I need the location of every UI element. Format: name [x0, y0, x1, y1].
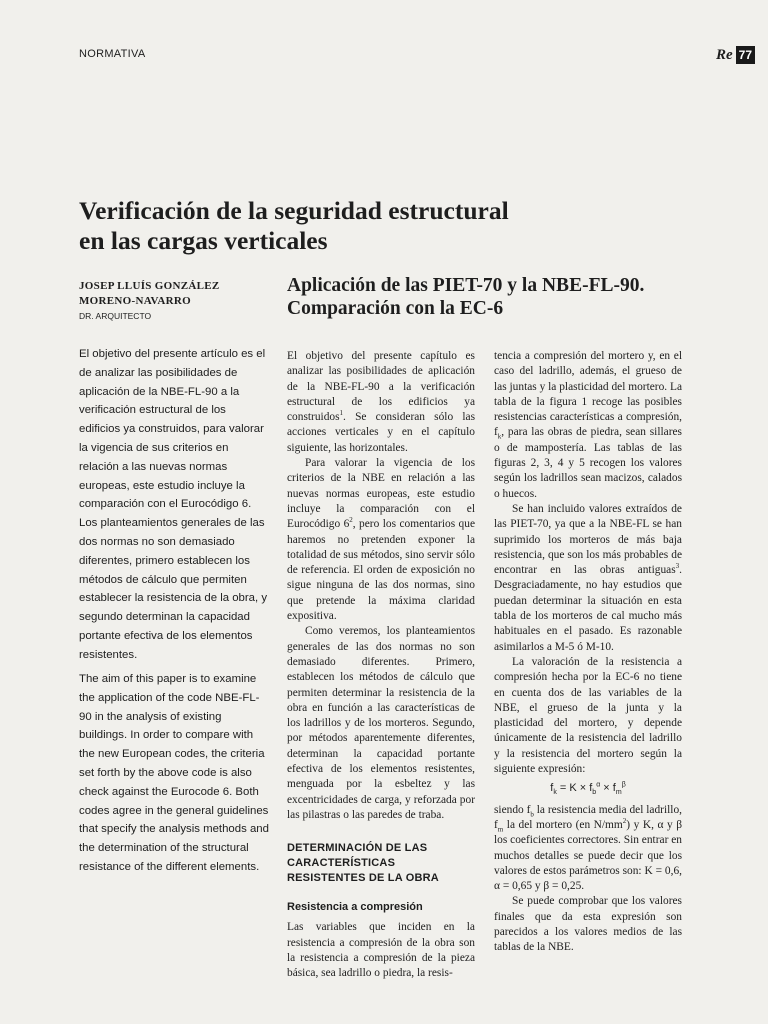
section-label: NORMATIVA	[79, 48, 146, 60]
page-number: 77	[736, 46, 755, 64]
body-column-2	[287, 349, 475, 981]
article-subtitle-line-2: Comparación con la EC-6	[287, 298, 504, 319]
body-paragraph: La valoración de la resistencia a compresión hecha por la EC-6 no tiene en cuenta dos de las variables de la NBE, el grueso de la junta y la plasticidad del mortero, y depende únicamente de la resistencia del ladrillo y la resistencia del mortero según la siguiente expresión:	[494, 655, 682, 776]
author-name-line-1: JOSEP LLUÍS GONZÁLEZ	[79, 280, 220, 292]
body-paragraph: Se puede comprobar que los valores finales que da esta expresión son parecidos a los valores medios de las tablas de la NBE.	[494, 895, 682, 954]
journal-header	[716, 46, 755, 64]
footnote-ref: 3	[675, 562, 680, 571]
article-title-line-2: en las cargas verticales	[79, 226, 328, 255]
footnote-ref: 2	[349, 516, 353, 525]
body-paragraph: Como veremos, los planteamientos generales de las dos normas no son demasiado diferentes. Primero, establecen los métodos de cálculo que permiten determinar la resistencia de la obra en función a las características de los ladrillos y de los morteros. Segundo, por métodos aparentemente diferentes, determinan la capacidad portante efectiva de los elementos resistentes, menguada por la esbeltez y las excentricidades de carga, y reforzada por las pilastras o las paredes de traba.	[287, 625, 475, 821]
formula: $f_k = K \times f_b^\alpha \times f_m^\beta$	[550, 781, 626, 797]
article-title	[79, 196, 639, 256]
body-paragraph: Las variables que inciden en la resistencia a compresión de la obra son la resistencia a compresión de la pieza básica, sea ladrillo o piedra, la resis-	[287, 921, 475, 980]
author-block	[79, 279, 279, 322]
body-paragraph: siendo $f_b$ la resistencia media del ladrillo, $f_m$ la del mortero (en $N/mm^2$) y K, α y β los coeficientes correctores. Sin entrar en muchos detalles se puede decir que los valores de estos parámetros son: K = 0,6, α = 0,65 y β = 0,25.	[494, 803, 683, 893]
body-paragraph: tencia a compresión del mortero y, en el caso del ladrillo, además, el grueso de las juntas y la plasticidad del mortero. La tabla de la figura 1 recoge las posibles resistencias características a compresión, $f_k$, para las obras de piedra, sean sillares o de mampostería. Las tablas de las figuras 2, 3, 4 y 5 recogen los valores según los ladrillos sean macizos, calados o huecos.	[494, 350, 682, 500]
journal-logo: Re	[716, 46, 733, 63]
body-column-3	[494, 349, 682, 956]
abstract-spanish: El objetivo del presente artículo es el de analizar las posibilidades de aplicación de la NBE-FL-90 a la verificación estructural de los edificios ya construidos, para valorar la vigencia de sus criterios en relación a las nuevas normas europeas, este estudio incluye la comparación con el Eurocódigo 6. Los planteamientos generales de las dos normas no son demasiado diferentes, primero establecen los métodos de cálculo que permiten establecer la resistencia de la obra, y segundo determinan la capacidad portante efectiva de los elementos resistentes.	[79, 348, 268, 661]
subsection-heading: Resistencia a compresión	[287, 901, 423, 914]
body-paragraph: Se han incluido valores extraídos de las PIET-70, ya que a la NBE-FL se han suprimido los morteros de más baja resistencia, que son los más probables de encontrar en las obras antiguas$^3$. Desgraciadamente, no hay estudios que puedan determinar la situación en esta tabla de los morteros de cal mucho más habituales en el pasado. Es razonable asimilarlos a M-5 ó M-10.	[494, 502, 682, 653]
abstract-english: The aim of this paper is to examine the application of the code NBE-FL-90 in the analysis of existing buildings. In order to compare with the new European codes, the criteria set forth by the above code is also check against the Eurocode 6. Both codes agree in the general guidelines that specify the analysis methods and the determination of the structural resistance of the different elements.	[79, 673, 269, 873]
article-title-line-1: Verificación de la seguridad estructural	[79, 196, 509, 225]
section-heading: DETERMINACIÓN DE LAS CARACTERÍSTICAS RESISTENTES DE LA OBRA	[287, 842, 439, 885]
author-name-line-2: MORENO-NAVARRO	[79, 295, 191, 307]
author-role: DR. ARQUITECTO	[79, 311, 152, 321]
body-paragraph: El objetivo del presente capítulo es analizar las posibilidades de aplicación de la NBE-FL-90 a la verificación estructural de los edificios ya construidos$^1$. Se consideran sólo las acciones verticales y en el capítulo siguiente, las horizontales.	[287, 350, 475, 454]
footnote-ref: 1	[339, 409, 344, 418]
article-subtitle	[287, 274, 707, 320]
article-subtitle-line-1: Aplicación de las PIET-70 y la NBE-FL-90.	[287, 275, 645, 296]
body-paragraph: Para valorar la vigencia de los criterios de la NBE en relación a las nuevas normas europeas, este estudio incluye la comparación con el Eurocódigo $6^2$, pero los comentarios que haremos no pretenden exponer la totalidad de sus métodos, sino servir sólo de referencia. El orden de exposición no sigue ninguna de las dos normas, sino que pretende la máxima claridad expositiva.	[287, 457, 476, 623]
